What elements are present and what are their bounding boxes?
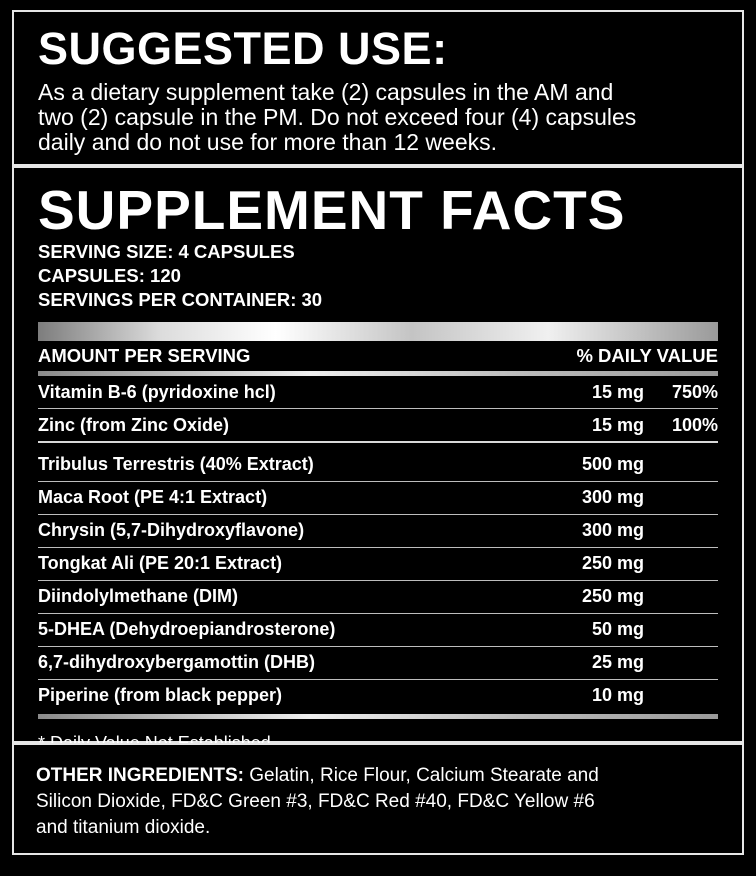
suggested-use-text — [38, 80, 718, 155]
table-row — [38, 449, 718, 481]
ingredient-amount: 25 mg — [591, 652, 644, 672]
other-ingredients-text — [36, 763, 720, 841]
facts-header-row — [38, 341, 718, 371]
other-ingredients-line: Gelatin, Rice Flour, Calcium Stearate and — [243, 765, 599, 786]
table-row — [38, 408, 718, 441]
ingredient-name: Maca Root (PE 4:1 Extract) — [38, 487, 268, 507]
suggested-use-panel — [12, 10, 744, 166]
suggested-use-line: As a dietary supplement take (2) capsules in the AM and — [38, 79, 614, 105]
bottom-divider — [38, 714, 718, 719]
other-ingredients-panel — [12, 743, 744, 855]
ingredient-name: 6,7-dihydroxybergamottin (DHB) — [38, 652, 316, 672]
suggested-use-title: SUGGESTED USE: — [38, 23, 448, 74]
other-ingredients-line: and titanium dioxide. — [36, 817, 211, 838]
vitamins-section — [38, 376, 718, 441]
serving-size: SERVING SIZE: 4 CAPSULES — [38, 241, 295, 262]
suggested-use-line: two (2) capsule in the PM. Do not exceed four (4) capsules — [38, 104, 637, 130]
ingredient-name: Tongkat Ali (PE 20:1 Extract) — [38, 553, 283, 573]
table-row — [38, 481, 718, 514]
ingredient-amount: 250 mg — [581, 586, 644, 606]
ingredient-amount: 50 mg — [591, 619, 644, 639]
table-row — [38, 514, 718, 547]
table-row — [38, 580, 718, 613]
ingredient-name: Chrysin (5,7-Dihydroxyflavone) — [38, 520, 305, 540]
ingredient-name: Diindolylmethane (DIM) — [38, 586, 239, 606]
suggested-use-line: daily and do not use for more than 12 weeks. — [38, 129, 498, 155]
amount-per-serving-header: AMOUNT PER SERVING — [38, 345, 251, 366]
silver-divider-bar — [38, 322, 718, 341]
ingredient-amount: 300 mg — [581, 520, 644, 540]
ingredient-name: Tribulus Terrestris (40% Extract) — [38, 454, 314, 474]
ingredient-amount: 300 mg — [581, 487, 644, 507]
table-row — [38, 613, 718, 646]
other-ingredients-label: OTHER INGREDIENTS: — [36, 765, 244, 786]
ingredient-name: Piperine (from black pepper) — [38, 685, 283, 705]
table-row — [38, 679, 718, 712]
nutrient-amount: 15 mg — [591, 382, 644, 402]
table-row — [38, 646, 718, 679]
ingredient-amount: 250 mg — [581, 553, 644, 573]
serving-info — [38, 240, 718, 312]
table-row — [38, 547, 718, 580]
nutrient-amount: 15 mg — [591, 415, 644, 435]
supplement-facts-title: SUPPLEMENT FACTS — [38, 179, 626, 241]
nutrient-name: Vitamin B-6 (pyridoxine hcl) — [38, 382, 276, 402]
ingredient-amount: 10 mg — [591, 685, 644, 705]
servings-per-container: SERVINGS PER CONTAINER: 30 — [38, 289, 323, 310]
other-ingredients-line: Silicon Dioxide, FD&C Green #3, FD&C Red #40, FD&C Yellow #6 — [36, 791, 595, 812]
capsule-count: CAPSULES: 120 — [38, 265, 181, 286]
nutrient-name: Zinc (from Zinc Oxide) — [38, 415, 230, 435]
ingredients-section — [38, 449, 718, 712]
supplement-facts-panel — [12, 166, 744, 743]
nutrient-daily-value: 750% — [671, 382, 718, 402]
daily-value-header: % DAILY VALUE — [576, 345, 718, 366]
nutrient-daily-value: 100% — [671, 415, 718, 435]
ingredient-amount: 500 mg — [581, 454, 644, 474]
table-row — [38, 376, 718, 408]
ingredient-name: 5-DHEA (Dehydroepiandrosterone) — [38, 619, 336, 639]
